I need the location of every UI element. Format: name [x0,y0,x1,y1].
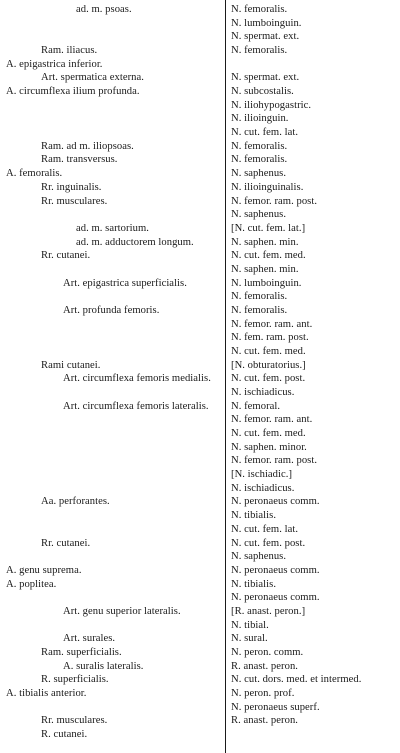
nerve-entry: N. peronaeus comm. [231,496,320,508]
nerve-entry: N. cut. fem. med. [231,346,306,357]
artery-entry: Art. circumflexa femoris lateralis. [63,400,209,412]
nerve-entry: N. ilioinguin. [231,113,289,125]
artery-entry: Rr. musculares. [41,195,108,207]
artery-entry: R. cutanei. [41,729,88,741]
artery-entry: ad. m. adductorem longum. [76,236,194,248]
artery-entry: A. suralis lateralis. [63,660,144,672]
nerve-entry: N. femoralis. [231,140,288,152]
nerve-entry: N. cut. fem. med. [231,428,306,440]
artery-entry: A. circumflexa ilium profunda. [6,86,140,98]
nerve-entry: N. cut. fem. post. [231,373,306,385]
nerve-entry: N. peron. comm. [231,646,304,658]
artery-entry: A. genu suprema. [6,564,82,576]
artery-entry: Art. epigastrica superficialis. [63,277,187,289]
nerve-entry: N. sural. [231,633,268,645]
artery-entry: Aa. perforantes. [41,496,110,508]
nerve-entry: N. saphenus. [231,209,287,221]
nerve-entry: N. femoral. [231,400,281,412]
nerve-entry: N. lumboinguin. [231,277,302,289]
nerve-entry: N. cut. dors. med. et intermed. [231,674,362,686]
nerve-entry: N. femoralis. [231,154,288,166]
nerve-entry: N. spermat. ext. [231,31,300,43]
nerve-entry: N. saphen. min. [231,236,299,248]
nerve-entry: [R. anast. peron.] [231,605,306,617]
nerve-entry: N. lumboinguin. [231,17,302,29]
nerve-entry: R. anast. peron. [231,715,298,727]
artery-entry: Ram. iliacus. [41,45,98,57]
artery-entry: A. poplitea. [6,578,57,590]
nerve-entry: N. femor. ram. ant. [231,414,313,426]
nerve-entry: N. tibial. [231,619,269,631]
artery-entry: Art. genu superior lateralis. [63,605,181,617]
artery-entry: A. femoralis. [6,168,63,180]
nerve-entry: [N. ischiadic.] [231,469,293,481]
nerve-entry: N. peronaeus comm. [231,592,320,604]
nerve-entry: [N. obturatorius.] [231,359,306,371]
artery-entry: Rami cutanei. [41,359,101,371]
artery-entry: Rr. cutanei. [41,250,91,262]
nerve-entry: N. saphenus. [231,551,287,563]
artery-entry: Art. surales. [63,633,116,645]
artery-entry: Ram. ad m. iliopsoas. [41,140,134,152]
artery-entry: Art. spermatica externa. [41,72,144,84]
artery-entry: Art. circumflexa femoris medialis. [63,373,211,385]
nerve-entry: N. peronaeus comm. [231,564,320,576]
nerve-entry: N. cut. fem. lat. [231,523,299,535]
nerve-entry: N. tibialis. [231,510,277,522]
nerve-entry: N. ilioinguinalis. [231,181,304,193]
artery-entry: Art. profunda femoris. [63,304,160,316]
artery-entry: A. tibialis anterior. [6,688,87,699]
nerve-entry: N. cut. fem. lat. [231,127,299,139]
nerve-entry: N. cut. fem. med. [231,250,306,262]
nerve-entry: N. peronaeus superf. [231,701,320,713]
nerve-entry: N. subcostalis. [231,86,294,98]
nerve-entry: N. femoralis. [231,291,288,303]
nerve-entry: N. saphenus. [231,168,287,180]
artery-entry: Rr. musculares. [41,715,108,727]
nerve-entry: N. femoralis. [231,4,288,15]
nerve-entry: R. anast. peron. [231,660,298,672]
nerve-entry: N. femor. ram. post. [231,455,318,467]
nerve-entry: N. femor. ram. ant. [231,318,313,330]
artery-entry: A. epigastrica inferior. [6,58,103,70]
nerve-entry: N. fem. ram. post. [231,332,309,344]
artery-entry: Ram. transversus. [41,154,118,166]
nerve-entry: N. spermat. ext. [231,72,300,84]
nerve-entry: N. femoralis. [231,45,288,57]
nerve-entry: N. iliohypogastric. [231,99,312,111]
nerve-entry: N. femoralis. [231,304,288,316]
nerve-entry: N. tibialis. [231,578,277,590]
artery-entry: Rr. cutanei. [41,537,91,549]
artery-entry: ad. m. psoas. [76,4,132,15]
artery-entry: R. superficialis. [41,674,109,686]
artery-entry: ad. m. sartorium. [76,222,149,234]
artery-entry: Rr. inguinalis. [41,181,102,193]
artery-entry: Ram. superficialis. [41,646,122,658]
nerve-entry: N. femor. ram. post. [231,195,318,207]
nerve-entry: N. cut. fem. post. [231,537,306,549]
column-divider [225,0,226,753]
nerve-entry: N. saphen. minor. [231,441,307,453]
nerve-entry: [N. cut. fem. lat.] [231,222,306,234]
nerve-entry: N. saphen. min. [231,263,299,275]
nerve-entry: N. ischiadicus. [231,482,295,494]
nerve-entry: N. peron. prof. [231,688,295,699]
nerve-entry: N. ischiadicus. [231,387,295,399]
